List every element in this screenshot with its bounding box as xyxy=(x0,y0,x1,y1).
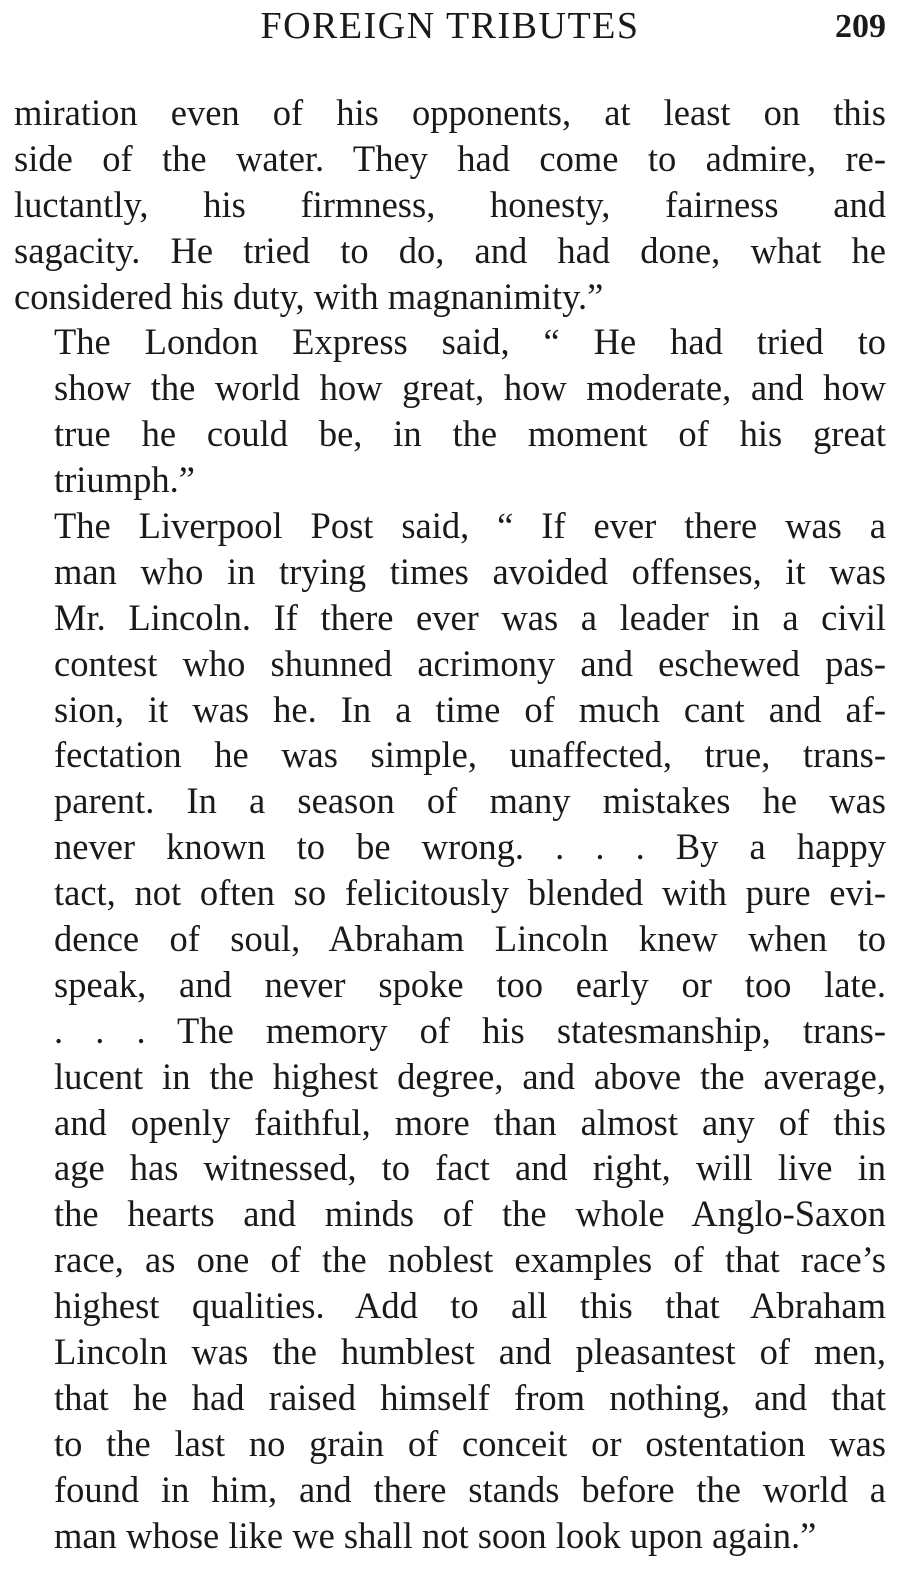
text-line: man whose like we shall not soon look upon again.” xyxy=(54,1514,817,1556)
text-line: . . . The memory of his statesmanship, trans- xyxy=(54,1009,886,1051)
text-line: sion, it was he. In a time of much cant and af- xyxy=(54,688,886,730)
text-line: triumph.” xyxy=(54,459,195,501)
text-line: parent. In a season of many mistakes he was xyxy=(54,780,886,822)
page-number: 209 xyxy=(835,8,886,45)
text-line: contest who shunned acrimony and eschewed pas- xyxy=(54,642,886,684)
text-line: true he could be, in the moment of his great xyxy=(54,413,886,455)
text-line: luctantly, his firmness, honesty, fairness and xyxy=(14,183,886,225)
text-line: that he had raised himself from nothing, and that xyxy=(54,1376,886,1418)
text-line: and openly faithful, more than almost any of this xyxy=(54,1101,886,1143)
text-line: tact, not often so felicitously blended with pure evi- xyxy=(54,872,886,914)
text-line: age has witnessed, to fact and right, will live in xyxy=(54,1147,886,1189)
text-line: speak, and never spoke too early or too late. xyxy=(54,963,886,1005)
text-line: to the last no grain of conceit or ostentation was xyxy=(54,1422,886,1464)
body-text xyxy=(14,90,886,1559)
running-header xyxy=(14,2,886,50)
text-line: never known to be wrong. . . . By a happy xyxy=(54,826,886,868)
paragraph-london-express xyxy=(14,319,886,503)
text-line: Lincoln was the humblest and pleasantest of men, xyxy=(54,1331,886,1373)
text-line: man who in trying times avoided offenses, it was xyxy=(54,550,886,592)
running-title: FOREIGN TRIBUTES xyxy=(260,5,640,47)
text-line: dence of soul, Abraham Lincoln knew when to xyxy=(54,918,886,960)
text-line: highest qualities. Add to all this that Abraham xyxy=(54,1285,886,1327)
text-line: fectation he was simple, unaffected, true, trans- xyxy=(54,734,886,776)
text-line: The Liverpool Post said, “ If ever there was a xyxy=(54,505,886,547)
text-line: side of the water. They had come to admire, re- xyxy=(14,137,886,179)
text-line: show the world how great, how moderate, and how xyxy=(54,367,886,409)
paragraph-liverpool-post xyxy=(14,503,886,1558)
text-line: the hearts and minds of the whole Anglo-Saxon xyxy=(54,1193,886,1235)
text-line: lucent in the highest degree, and above the average, xyxy=(54,1055,886,1097)
text-line: race, as one of the noblest examples of that race’s xyxy=(54,1239,886,1281)
text-line: The London Express said, “ He had tried to xyxy=(54,321,886,363)
paragraph-continuation xyxy=(14,90,886,319)
text-line: miration even of his opponents, at least on this xyxy=(14,92,886,133)
text-line: found in him, and there stands before the world a xyxy=(54,1468,886,1510)
text-line: sagacity. He tried to do, and had done, what he xyxy=(14,229,886,271)
text-line: considered his duty, with magnanimity.” xyxy=(14,275,604,317)
text-line: Mr. Lincoln. If there ever was a leader in a civil xyxy=(54,596,886,638)
